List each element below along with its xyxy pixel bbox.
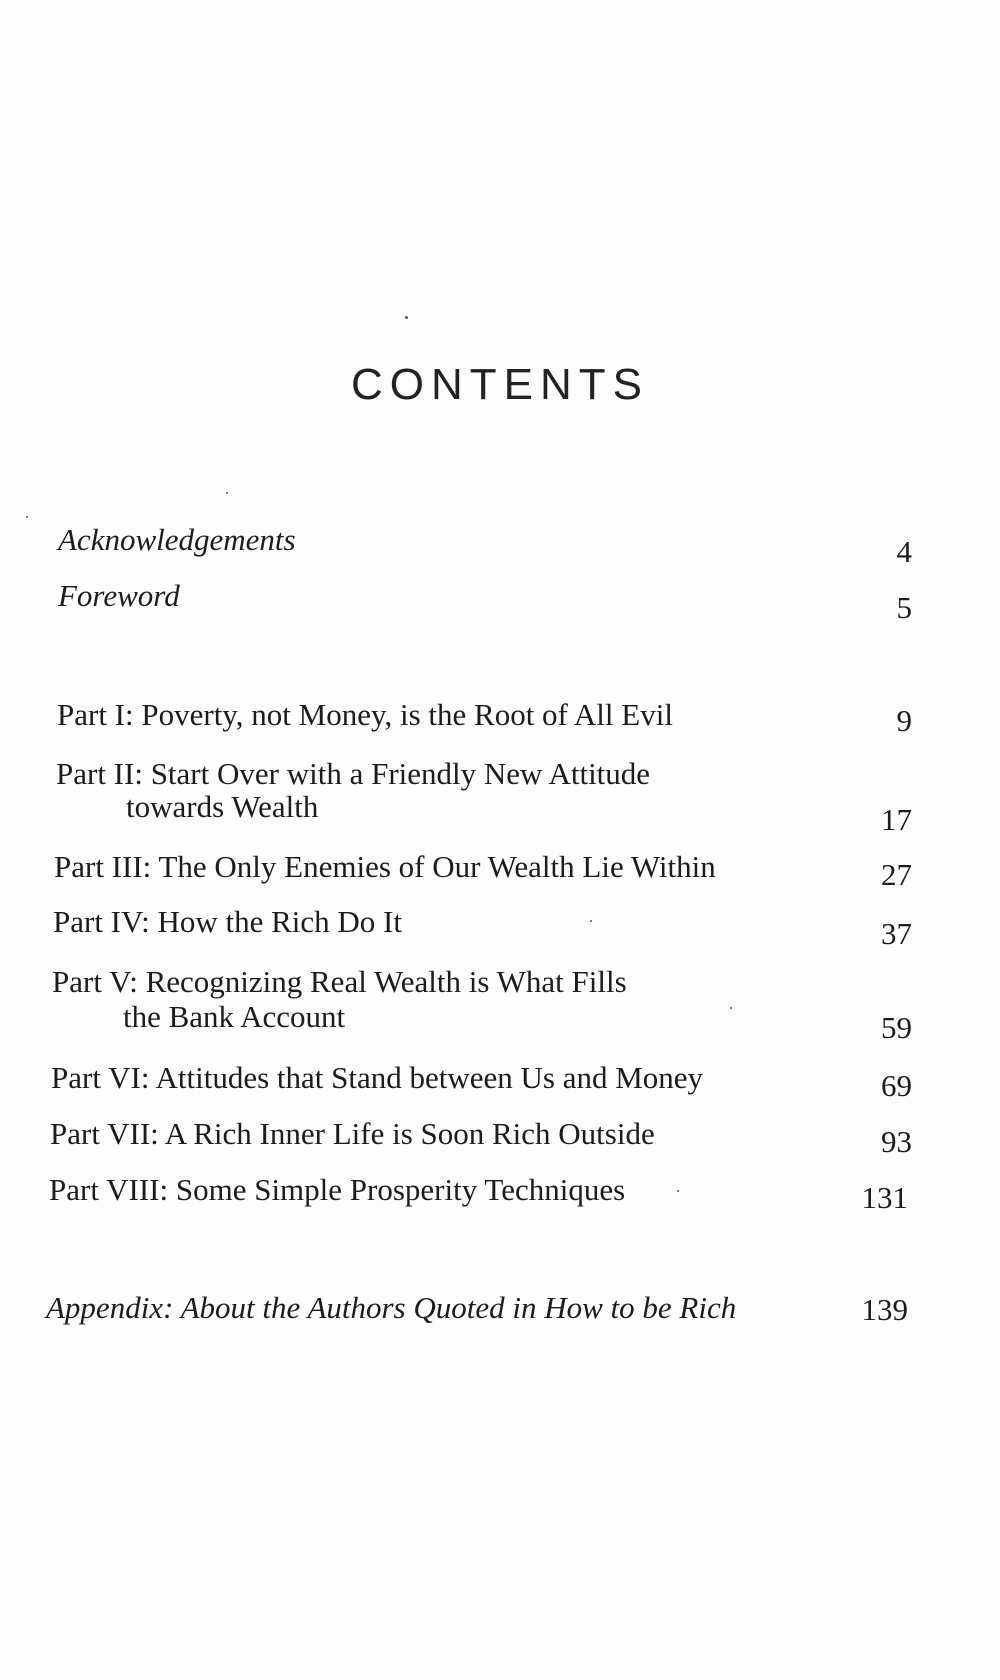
toc-entry-page: 139 bbox=[861, 1292, 908, 1327]
toc-entry-page: 59 bbox=[881, 1010, 912, 1045]
toc-entry-page: 37 bbox=[881, 916, 912, 951]
toc-entry-label: Appendix: About the Authors Quoted in How to be Rich bbox=[46, 1290, 737, 1325]
toc-entry-page: 131 bbox=[861, 1180, 908, 1215]
toc-entry-label: Acknowledgements bbox=[58, 522, 296, 557]
print-speck bbox=[405, 316, 408, 319]
toc-entry-page: 9 bbox=[896, 703, 912, 738]
toc-entry-page: 93 bbox=[881, 1124, 912, 1159]
toc-entry-label: Part VI: Attitudes that Stand between Us and Money bbox=[51, 1060, 704, 1095]
toc-entry-label: Part VII: A Rich Inner Life is Soon Rich Outside bbox=[50, 1116, 655, 1151]
toc-entry-label-continuation: towards Wealth bbox=[126, 789, 319, 824]
print-speck bbox=[730, 1007, 732, 1009]
toc-entry-label: Part II: Start Over with a Friendly New Attitude bbox=[56, 756, 651, 791]
toc-entry-label: Part IV: How the Rich Do It bbox=[53, 904, 402, 939]
toc-entry-label: Part V: Recognizing Real Wealth is What Fills bbox=[52, 964, 627, 999]
toc-entry-label: Foreword bbox=[58, 578, 180, 613]
toc-entry-page: 69 bbox=[881, 1068, 912, 1103]
toc-entry-label-continuation: the Bank Account bbox=[123, 999, 346, 1034]
toc-entry-label: Part VIII: Some Simple Prosperity Techniques bbox=[49, 1172, 626, 1207]
contents-heading: CONTENTS bbox=[351, 360, 649, 409]
toc-entry-label: Part III: The Only Enemies of Our Wealth Lie Within bbox=[54, 849, 716, 884]
print-speck bbox=[26, 516, 28, 518]
print-speck bbox=[226, 492, 228, 494]
toc-entry-page: 4 bbox=[896, 534, 912, 569]
print-speck bbox=[677, 1190, 679, 1192]
toc-entry-page: 27 bbox=[881, 857, 912, 892]
toc-entry-label: Part I: Poverty, not Money, is the Root of All Evil bbox=[57, 697, 673, 732]
print-speck bbox=[590, 920, 592, 922]
toc-entry-page: 17 bbox=[881, 802, 912, 837]
toc-entry-page: 5 bbox=[896, 590, 912, 625]
